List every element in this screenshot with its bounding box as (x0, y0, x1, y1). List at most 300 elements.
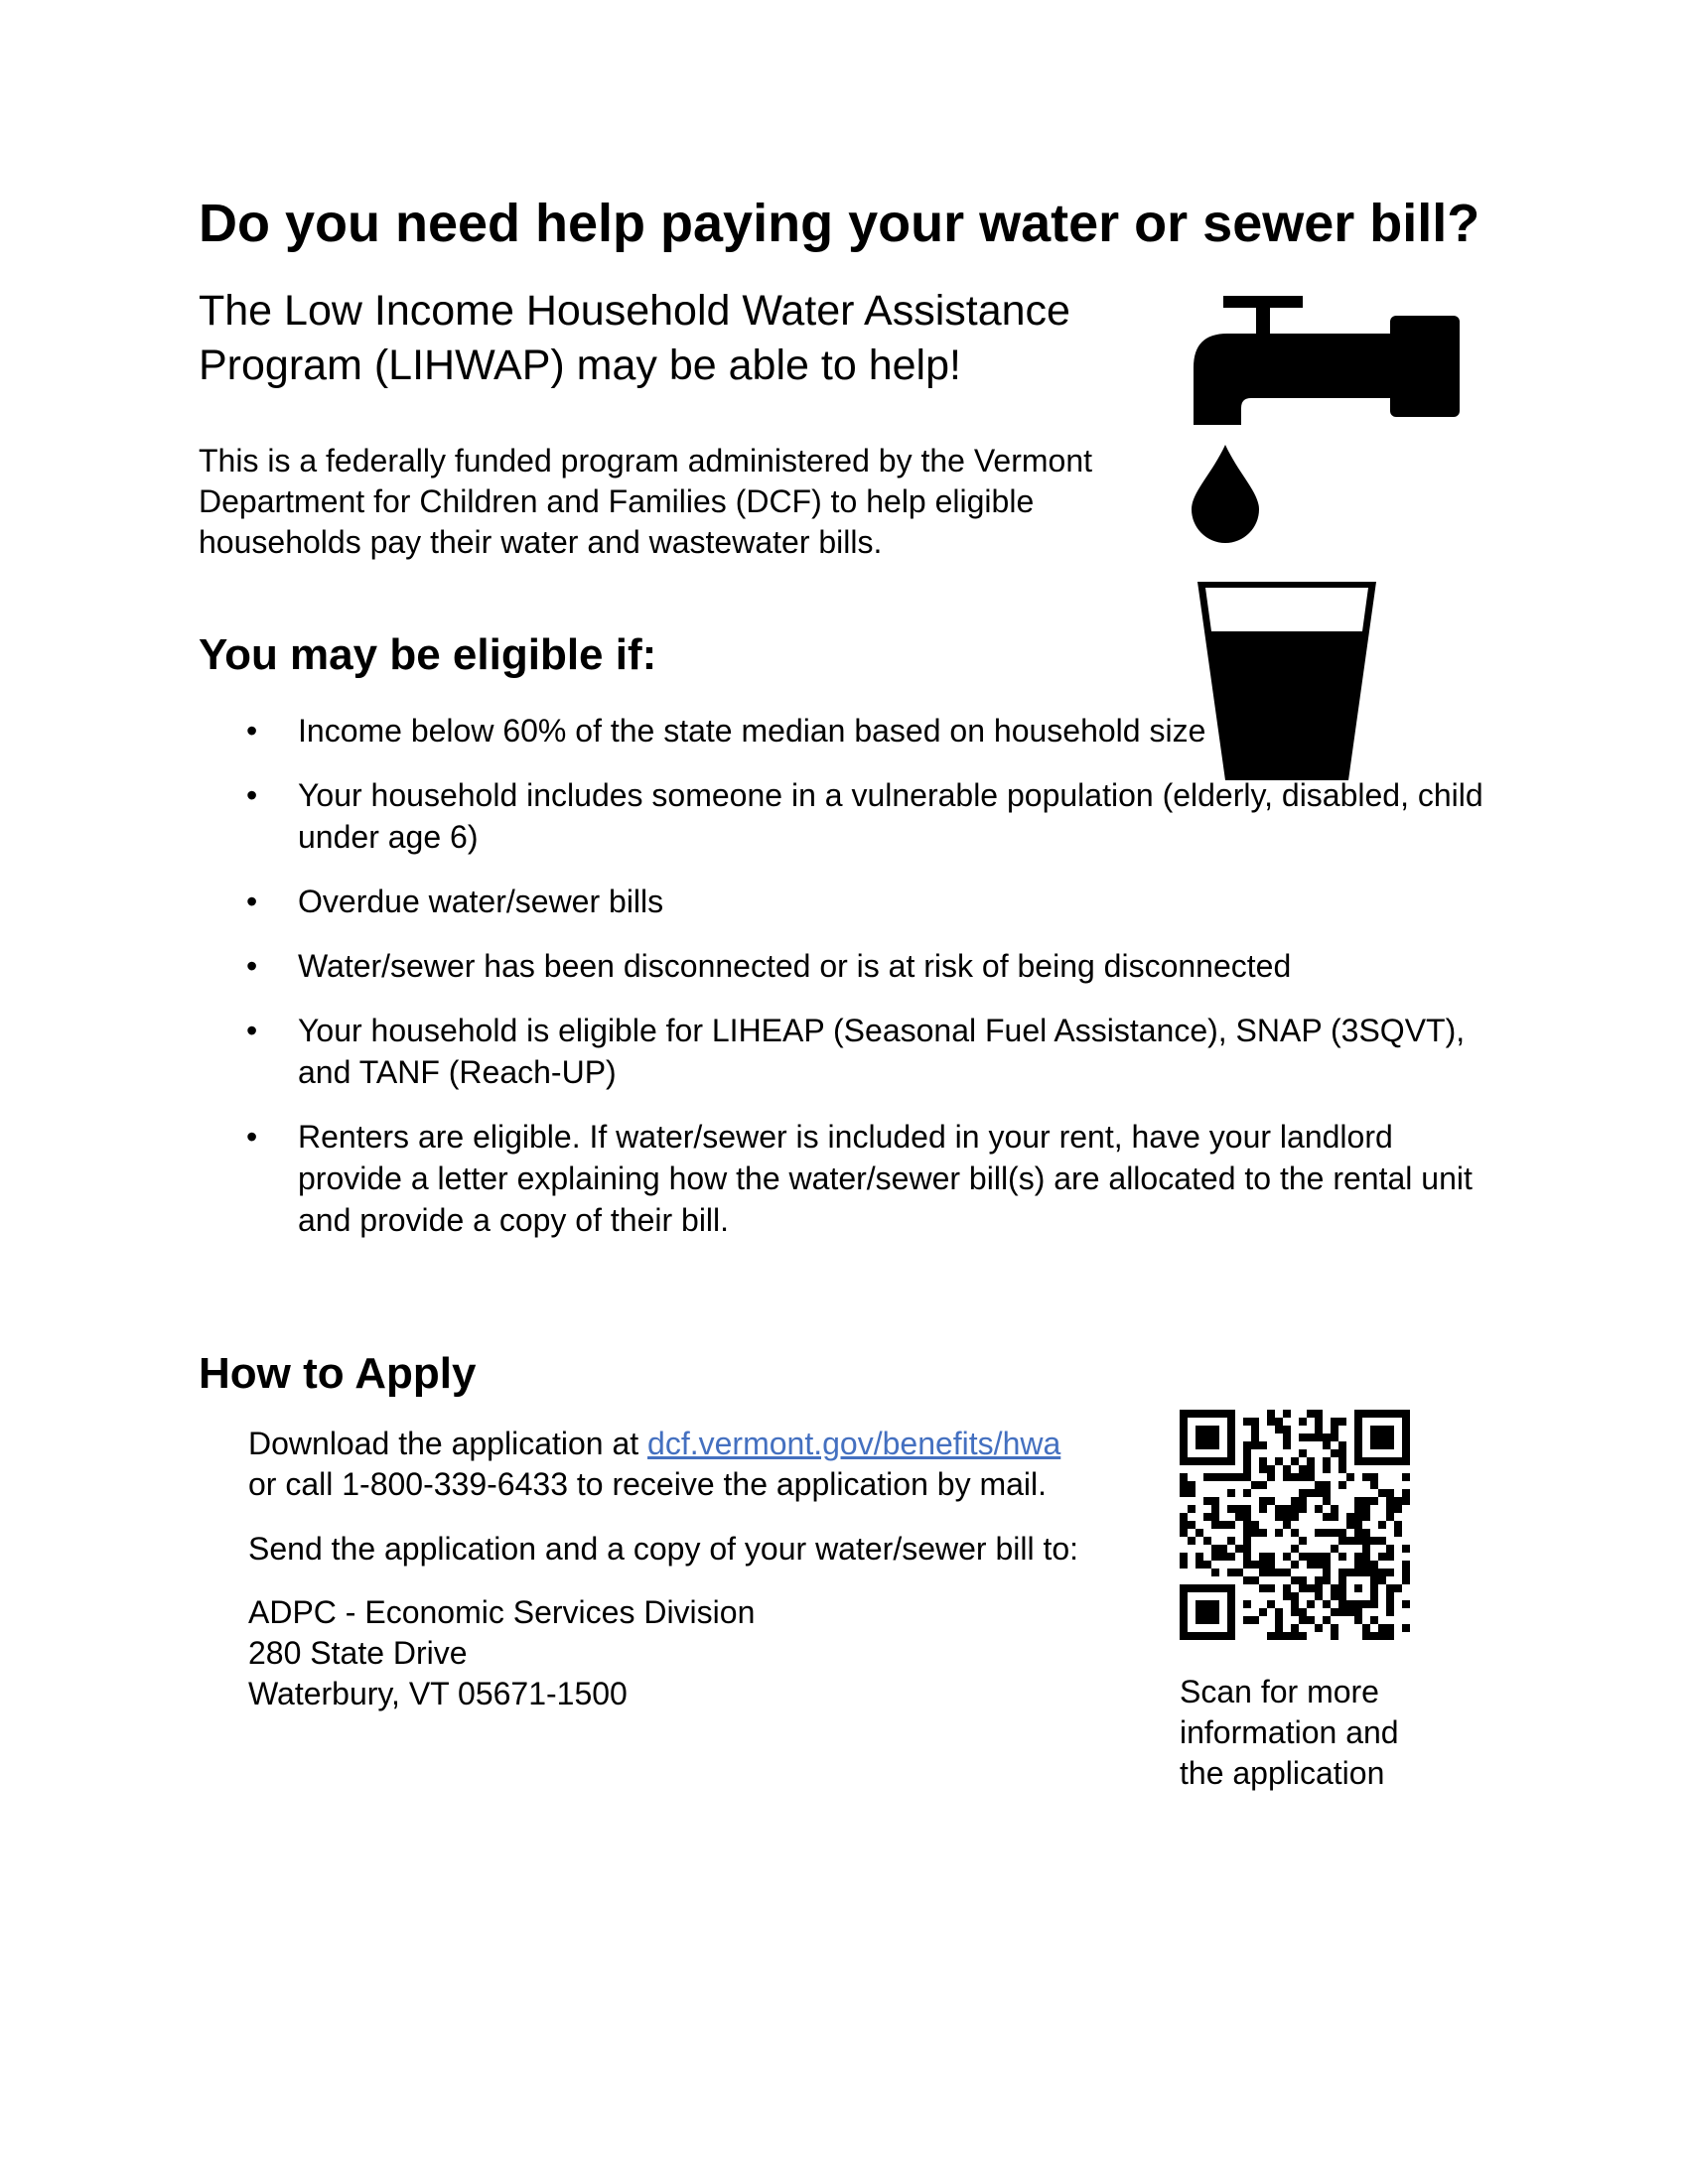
apply-download-text: Download the application at dcf.vermont.gov/benefits/hwa or call 1-800-339-6433 to receive the application by mail. (248, 1426, 1061, 1502)
qr-module (1370, 1426, 1378, 1433)
qr-module (1251, 1529, 1259, 1537)
qr-module (1346, 1537, 1354, 1545)
qr-module (1354, 1600, 1362, 1608)
qr-module (1299, 1632, 1307, 1640)
qr-module (1315, 1584, 1323, 1592)
qr-module (1386, 1553, 1394, 1561)
qr-module (1299, 1576, 1307, 1584)
qr-module (1259, 1584, 1267, 1592)
qr-module (1211, 1426, 1219, 1433)
qr-module (1307, 1465, 1315, 1473)
qr-module (1402, 1473, 1410, 1481)
qr-module (1362, 1632, 1370, 1640)
qr-module (1370, 1600, 1378, 1608)
qr-module (1307, 1616, 1315, 1624)
qr-module (1267, 1584, 1275, 1592)
qr-module (1243, 1545, 1251, 1553)
list-item: • Water/sewer has been disconnected or is at risk of being disconnected (199, 945, 1499, 987)
qr-module (1378, 1410, 1386, 1418)
qr-module (1267, 1473, 1275, 1481)
qr-module (1307, 1457, 1315, 1465)
qr-module (1211, 1553, 1219, 1561)
qr-module (1267, 1553, 1275, 1561)
qr-module (1346, 1473, 1354, 1481)
qr-module (1402, 1449, 1410, 1457)
qr-module (1291, 1505, 1299, 1513)
qr-module (1362, 1553, 1370, 1561)
qr-module (1275, 1418, 1283, 1426)
qr-module (1243, 1489, 1251, 1497)
qr-module (1180, 1561, 1188, 1569)
qr-module (1267, 1465, 1275, 1473)
qr-module (1243, 1553, 1251, 1561)
qr-module (1196, 1632, 1203, 1640)
qr-module (1275, 1457, 1283, 1465)
qr-module (1402, 1624, 1410, 1632)
qr-module (1275, 1529, 1283, 1537)
qr-module (1291, 1592, 1299, 1600)
qr-module (1227, 1505, 1235, 1513)
qr-module (1243, 1441, 1251, 1449)
qr-module (1323, 1441, 1331, 1449)
apply-send-text: Send the application and a copy of your water/sewer bill to: (248, 1531, 1079, 1567)
qr-module (1362, 1505, 1370, 1513)
qr-module (1354, 1449, 1362, 1457)
qr-module (1267, 1600, 1275, 1608)
qr-module (1259, 1569, 1267, 1576)
qr-module (1386, 1545, 1394, 1553)
qr-module (1243, 1418, 1251, 1426)
qr-module (1196, 1584, 1203, 1592)
qr-module (1331, 1584, 1338, 1592)
qr-module (1180, 1608, 1188, 1616)
qr-module (1203, 1473, 1211, 1481)
qr-module (1219, 1457, 1227, 1465)
qr-module (1283, 1584, 1291, 1592)
qr-module (1180, 1529, 1188, 1537)
qr-module (1227, 1457, 1235, 1465)
qr-module (1394, 1521, 1402, 1529)
bullet: • (246, 948, 258, 984)
qr-module (1315, 1505, 1323, 1513)
qr-module (1227, 1600, 1235, 1608)
qr-module (1394, 1505, 1402, 1513)
qr-module (1259, 1561, 1267, 1569)
qr-module (1188, 1521, 1196, 1529)
qr-module (1370, 1410, 1378, 1418)
qr-module (1235, 1473, 1243, 1481)
qr-module (1323, 1600, 1331, 1608)
qr-module (1203, 1600, 1211, 1608)
qr-module (1235, 1505, 1243, 1513)
qr-module (1188, 1505, 1196, 1513)
qr-module (1211, 1513, 1219, 1521)
qr-module (1378, 1433, 1386, 1441)
qr-module (1386, 1505, 1394, 1513)
qr-module (1394, 1497, 1402, 1505)
qr-module (1354, 1529, 1362, 1537)
qr-module (1180, 1489, 1188, 1497)
list-item: • Overdue water/sewer bills (199, 881, 1499, 922)
qr-module (1196, 1608, 1203, 1616)
qr-module (1203, 1426, 1211, 1433)
qr-module (1196, 1616, 1203, 1624)
qr-module (1346, 1521, 1354, 1529)
qr-module (1203, 1584, 1211, 1592)
qr-module (1227, 1608, 1235, 1616)
qr-module (1227, 1489, 1235, 1497)
qr-module (1227, 1521, 1235, 1529)
qr-module (1362, 1569, 1370, 1576)
qr-module (1338, 1569, 1346, 1576)
qr-module (1211, 1505, 1219, 1513)
qr-module (1402, 1561, 1410, 1569)
qr-module (1180, 1616, 1188, 1624)
qr-module (1243, 1600, 1251, 1608)
qr-module (1331, 1624, 1338, 1632)
qr-module (1188, 1537, 1196, 1545)
qr-module (1283, 1521, 1291, 1529)
qr-module (1323, 1576, 1331, 1584)
qr-module (1394, 1457, 1402, 1465)
qr-module (1378, 1489, 1386, 1497)
qr-caption: Scan for more information and the application (1180, 1674, 1399, 1791)
qr-module (1299, 1465, 1307, 1473)
bullet: • (246, 777, 258, 813)
page-title: Do you need help paying your water or sewer bill? (199, 194, 1480, 253)
qr-module (1227, 1624, 1235, 1632)
qr-module (1188, 1410, 1196, 1418)
qr-module (1196, 1410, 1203, 1418)
qr-module (1180, 1513, 1188, 1521)
qr-module (1275, 1608, 1283, 1616)
qr-module (1307, 1561, 1315, 1569)
qr-module (1354, 1497, 1362, 1505)
qr-module (1354, 1521, 1362, 1529)
qr-module (1315, 1561, 1323, 1569)
qr-module (1299, 1608, 1307, 1616)
qr-module (1180, 1441, 1188, 1449)
qr-module (1267, 1632, 1275, 1640)
qr-module (1370, 1584, 1378, 1592)
mailing-address (248, 1592, 755, 1714)
bullet: • (246, 713, 258, 749)
qr-module (1370, 1592, 1378, 1600)
qr-module (1402, 1600, 1410, 1608)
qr-module (1331, 1418, 1338, 1426)
qr-module (1354, 1561, 1362, 1569)
qr-module (1299, 1616, 1307, 1624)
application-link[interactable]: dcf.vermont.gov/benefits/hwa (647, 1426, 1061, 1461)
qr-module (1370, 1632, 1378, 1640)
qr-module (1251, 1521, 1259, 1529)
qr-module (1283, 1441, 1291, 1449)
qr-module (1402, 1576, 1410, 1584)
qr-module (1370, 1576, 1378, 1584)
qr-module (1188, 1457, 1196, 1465)
qr-module (1299, 1418, 1307, 1426)
program-subtitle: The Low Income Household Water Assistance Program (LIHWAP) may be able to help! (199, 287, 1070, 389)
qr-module (1362, 1600, 1370, 1608)
qr-module (1283, 1513, 1291, 1521)
qr-module (1354, 1505, 1362, 1513)
qr-module (1331, 1433, 1338, 1441)
qr-module (1203, 1497, 1211, 1505)
bullet: • (246, 1119, 258, 1155)
qr-module (1180, 1433, 1188, 1441)
water-drop-icon (1192, 445, 1259, 543)
qr-module (1315, 1624, 1323, 1632)
qr-module (1386, 1632, 1394, 1640)
qr-module (1386, 1426, 1394, 1433)
qr-module (1323, 1497, 1331, 1505)
qr-module (1354, 1418, 1362, 1426)
qr-module (1338, 1584, 1346, 1592)
qr-module (1362, 1529, 1370, 1537)
qr-module (1188, 1481, 1196, 1489)
qr-module (1315, 1433, 1323, 1441)
qr-module (1211, 1441, 1219, 1449)
qr-module (1196, 1561, 1203, 1569)
qr-module (1227, 1632, 1235, 1640)
qr-module (1275, 1616, 1283, 1624)
qr-module (1291, 1497, 1299, 1505)
qr-module (1180, 1632, 1188, 1640)
qr-module (1354, 1616, 1362, 1624)
qr-module (1346, 1608, 1354, 1616)
qr-module (1180, 1410, 1188, 1418)
qr-module (1370, 1569, 1378, 1576)
qr-module (1299, 1433, 1307, 1441)
qr-module (1180, 1521, 1188, 1529)
qr-module (1299, 1537, 1307, 1545)
qr-module (1211, 1473, 1219, 1481)
qr-module (1211, 1410, 1219, 1418)
qr-module (1243, 1449, 1251, 1457)
qr-module (1243, 1513, 1251, 1521)
qr-module (1307, 1600, 1315, 1608)
qr-module (1315, 1481, 1323, 1489)
qr-module (1227, 1449, 1235, 1457)
qr-module (1196, 1553, 1203, 1561)
qr-module (1299, 1449, 1307, 1457)
qr-module (1354, 1513, 1362, 1521)
qr-module (1243, 1537, 1251, 1545)
qr-module (1299, 1497, 1307, 1505)
qr-module (1323, 1513, 1331, 1521)
qr-module (1243, 1465, 1251, 1473)
qr-module (1394, 1410, 1402, 1418)
qr-module (1315, 1576, 1323, 1584)
qr-module (1211, 1457, 1219, 1465)
qr-module (1235, 1513, 1243, 1521)
qr-module (1386, 1592, 1394, 1600)
eligibility-heading: You may be eligible if: (199, 630, 657, 679)
qr-module (1370, 1433, 1378, 1441)
qr-module (1283, 1505, 1291, 1513)
qr-module (1362, 1410, 1370, 1418)
qr-module (1378, 1441, 1386, 1449)
eligibility-list (199, 710, 1499, 1264)
qr-module (1299, 1584, 1307, 1592)
qr-module (1283, 1592, 1291, 1600)
qr-module (1402, 1489, 1410, 1497)
qr-module (1219, 1632, 1227, 1640)
qr-module (1378, 1537, 1386, 1545)
qr-module (1283, 1433, 1291, 1441)
qr-module (1346, 1600, 1354, 1608)
qr-module (1251, 1433, 1259, 1441)
qr-module (1386, 1410, 1394, 1418)
qr-module (1323, 1465, 1331, 1473)
qr-module (1203, 1433, 1211, 1441)
program-intro: This is a federally funded program administered by the Vermont Department for Children and Families (DCF) to help eligible households pay their water and wastewater bills. (199, 443, 1093, 560)
qr-module (1283, 1553, 1291, 1561)
qr-module (1259, 1497, 1267, 1505)
qr-module (1323, 1481, 1331, 1489)
qr-module (1386, 1584, 1394, 1592)
qr-module (1338, 1418, 1346, 1426)
qr-module (1283, 1410, 1291, 1418)
qr-module (1227, 1616, 1235, 1624)
qr-module (1378, 1624, 1386, 1632)
qr-module (1203, 1632, 1211, 1640)
qr-module (1354, 1410, 1362, 1418)
qr-module (1180, 1426, 1188, 1433)
qr-module (1227, 1553, 1235, 1561)
qr-module (1188, 1584, 1196, 1592)
qr-module (1219, 1410, 1227, 1418)
qr-module (1386, 1608, 1394, 1616)
qr-module (1338, 1457, 1346, 1465)
qr-module (1402, 1410, 1410, 1418)
qr-module (1259, 1505, 1267, 1513)
qr-module (1346, 1569, 1354, 1576)
qr-module (1227, 1537, 1235, 1545)
qr-module (1378, 1632, 1386, 1640)
faucet-icon (1194, 296, 1460, 425)
qr-module (1362, 1513, 1370, 1521)
qr-module (1370, 1616, 1378, 1624)
qr-module (1283, 1569, 1291, 1576)
qr-module (1378, 1553, 1386, 1561)
qr-module (1243, 1561, 1251, 1569)
qr-module (1402, 1441, 1410, 1449)
qr-module (1354, 1457, 1362, 1465)
qr-module (1227, 1584, 1235, 1592)
qr-module (1291, 1513, 1299, 1521)
qr-module (1386, 1569, 1394, 1576)
qr-module (1211, 1600, 1219, 1608)
qr-module (1307, 1433, 1315, 1441)
qr-module (1283, 1465, 1291, 1473)
qr-module (1338, 1465, 1346, 1473)
qr-module (1227, 1418, 1235, 1426)
qr-module (1275, 1569, 1283, 1576)
qr-code-icon[interactable] (1180, 1410, 1410, 1640)
qr-module (1211, 1632, 1219, 1640)
qr-module (1338, 1608, 1346, 1616)
qr-module (1227, 1569, 1235, 1576)
qr-module (1315, 1553, 1323, 1561)
qr-module (1227, 1426, 1235, 1433)
qr-module (1180, 1449, 1188, 1457)
qr-module (1291, 1545, 1299, 1553)
qr-module (1331, 1608, 1338, 1616)
qr-module (1259, 1608, 1267, 1616)
qr-module (1196, 1426, 1203, 1433)
qr-module (1370, 1561, 1378, 1569)
qr-module (1203, 1608, 1211, 1616)
qr-module (1323, 1489, 1331, 1497)
qr-module (1402, 1426, 1410, 1433)
qr-module (1386, 1600, 1394, 1608)
qr-module (1203, 1537, 1211, 1545)
qr-module (1227, 1410, 1235, 1418)
qr-module (1370, 1457, 1378, 1465)
qr-module (1299, 1489, 1307, 1497)
qr-module (1227, 1433, 1235, 1441)
qr-module (1259, 1481, 1267, 1489)
qr-module (1299, 1473, 1307, 1481)
qr-module (1307, 1473, 1315, 1481)
qr-module (1219, 1545, 1227, 1553)
qr-module (1180, 1457, 1188, 1465)
qr-module (1227, 1473, 1235, 1481)
qr-module (1259, 1465, 1267, 1473)
qr-module (1291, 1632, 1299, 1640)
qr-module (1338, 1537, 1346, 1545)
qr-module (1259, 1441, 1267, 1449)
qr-module (1378, 1426, 1386, 1433)
qr-module (1180, 1481, 1188, 1489)
qr-module (1211, 1521, 1219, 1529)
qr-module (1402, 1545, 1410, 1553)
qr-module (1267, 1410, 1275, 1418)
qr-module (1370, 1473, 1378, 1481)
qr-module (1275, 1505, 1283, 1513)
qr-module (1323, 1457, 1331, 1465)
qr-module (1370, 1441, 1378, 1449)
qr-module (1354, 1441, 1362, 1449)
qr-module (1338, 1449, 1346, 1457)
qr-module (1354, 1433, 1362, 1441)
qr-module (1203, 1616, 1211, 1624)
qr-module (1267, 1418, 1275, 1426)
qr-module (1291, 1561, 1299, 1569)
qr-module (1315, 1489, 1323, 1497)
qr-module (1402, 1457, 1410, 1465)
qr-module (1370, 1537, 1378, 1545)
qr-module (1331, 1449, 1338, 1457)
qr-module (1354, 1608, 1362, 1616)
qr-module (1378, 1576, 1386, 1584)
qr-module (1180, 1584, 1188, 1592)
qr-module (1315, 1418, 1323, 1426)
qr-module (1338, 1529, 1346, 1537)
qr-module (1243, 1521, 1251, 1529)
qr-module (1323, 1561, 1331, 1569)
bullet: • (246, 1013, 258, 1048)
qr-module (1180, 1624, 1188, 1632)
qr-module (1211, 1545, 1219, 1553)
qr-module (1378, 1569, 1386, 1576)
qr-module (1267, 1561, 1275, 1569)
qr-module (1331, 1505, 1338, 1513)
qr-module (1267, 1497, 1275, 1505)
qr-module (1362, 1624, 1370, 1632)
qr-module (1251, 1441, 1259, 1449)
